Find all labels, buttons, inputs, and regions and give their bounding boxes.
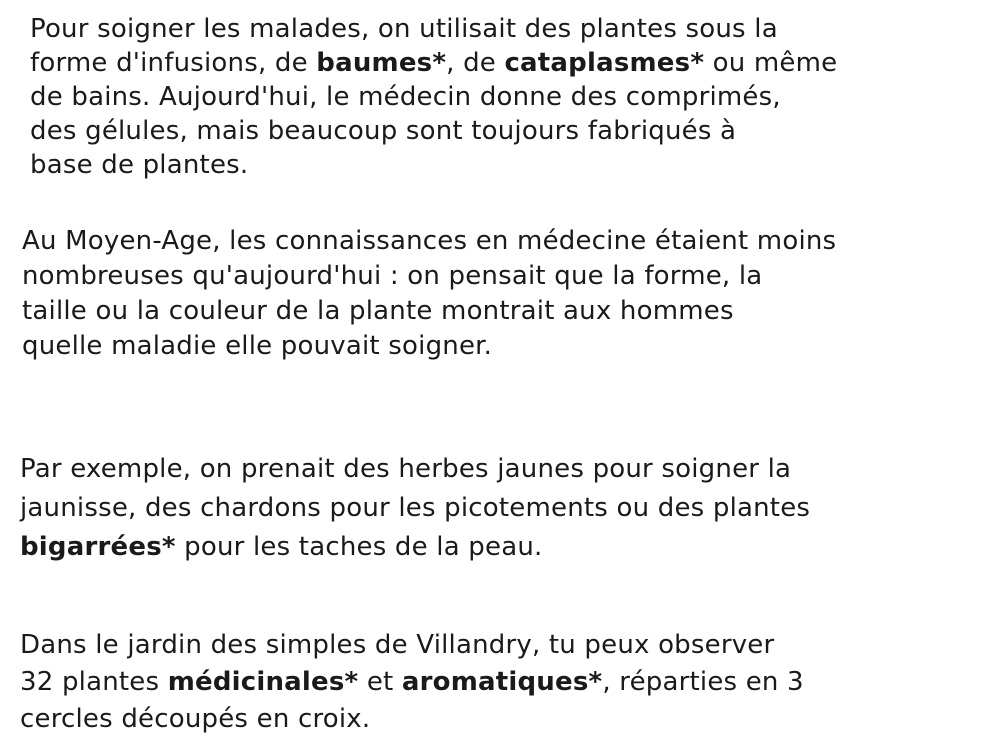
text-line [20,627,804,664]
text-run: des gélules, mais beaucoup sont toujours fabriqués à [30,116,737,146]
text-line [22,224,836,259]
text-run: taille ou la couleur de la plante montrait aux hommes [22,296,734,326]
bold-term-cataplasmes: cataplasmes* [504,48,705,78]
text-line [30,80,837,114]
text-run: base de plantes. [30,150,249,180]
text-line [22,329,836,364]
text-run: Par exemple, on prenait des herbes jaunes pour soigner la [20,454,792,484]
text-run: de bains. Aujourd'hui, le médecin donne des comprimés, [30,82,781,112]
text-run: cercles découpés en croix. [20,704,371,734]
text-run: ou même [704,48,838,78]
text-run: Au Moyen-Age, les connaissances en médecine étaient moins [22,226,837,256]
text-line [30,46,837,80]
text-line [20,450,810,489]
text-line [20,528,810,567]
text-line [30,12,837,46]
text-line [20,664,804,701]
text-run: et [358,667,402,697]
text-run: , de [446,48,505,78]
text-run: 32 plantes [20,667,168,697]
bold-term-baumes: baumes* [316,48,447,78]
text-run: quelle maladie elle pouvait soigner. [22,331,493,361]
text-line [20,701,804,738]
bold-term-bigarrees: bigarrées* [20,532,176,562]
bold-term-medicinales: médicinales* [167,667,359,697]
text-line [30,114,837,148]
text-run: jaunisse, des chardons pour les picotements ou des plantes [20,493,811,523]
paragraph-middle-ages [22,224,836,364]
text-line [20,489,810,528]
text-run: pour les taches de la peau. [175,532,543,562]
text-run: , réparties en 3 [602,667,804,697]
paragraph-villandry-garden [20,627,804,738]
text-line [22,259,836,294]
text-line [30,148,837,182]
text-run: nombreuses qu'aujourd'hui : on pensait que la forme, la [22,261,763,291]
text-run: Dans le jardin des simples de Villandry, tu peux observer [20,630,775,660]
text-line [22,294,836,329]
paragraph-plant-remedies [30,12,837,182]
text-run: Pour soigner les malades, on utilisait des plantes sous la [30,14,778,44]
paragraph-examples [20,450,810,567]
text-run: forme d'infusions, de [30,48,317,78]
bold-term-aromatiques: aromatiques* [401,667,603,697]
